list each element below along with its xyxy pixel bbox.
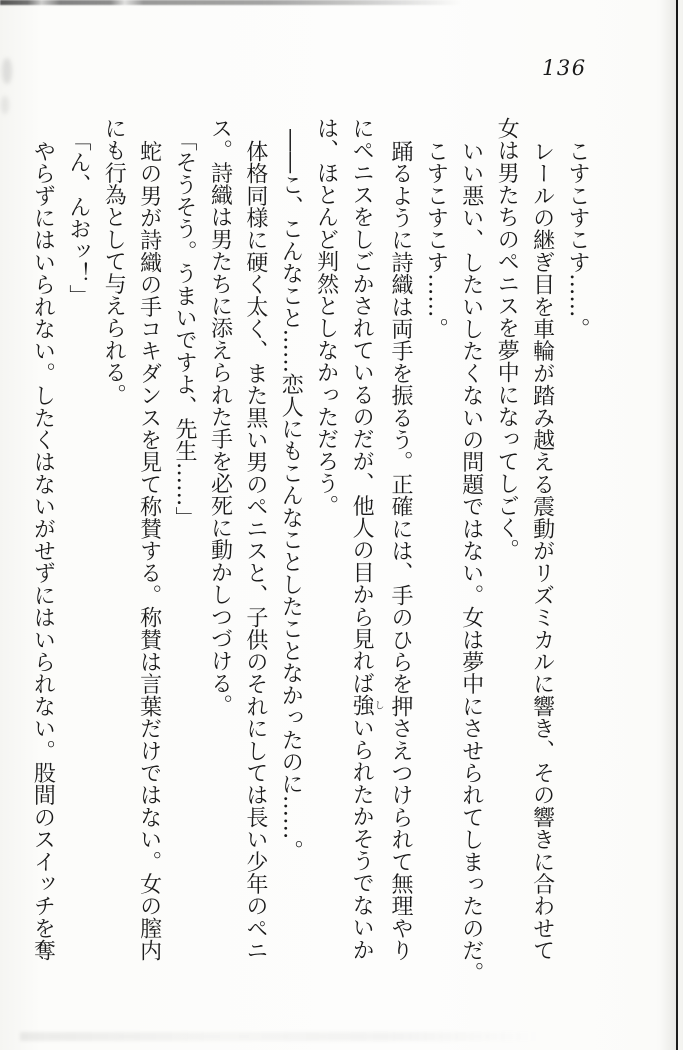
- text-column: こすこすこす……。: [423, 140, 449, 340]
- text-column: やらずにはいられない。したくはないがせずにはいられない。股間のスイッチを奪: [30, 140, 56, 962]
- text-column: にペニスをしごかされているのだが、他人の目から見れば強しいられたかそうでないか: [349, 117, 384, 961]
- text-column: 「ん、んおッ！」: [65, 129, 91, 307]
- scan-spot: [2, 58, 12, 84]
- scan-streak-bottom: [20, 1032, 540, 1041]
- page-edge-shade: [660, 0, 676, 1050]
- text-column: は、ほとんど判然としなかっただろう。: [313, 117, 339, 517]
- text-column: 「そうそう。うまいですよ、先生……」: [172, 129, 198, 529]
- text-column: にも行為として与えられる。: [101, 117, 127, 406]
- text-column: 体格同様に硬く太く、また黒い男のペニスと、子供のそれにしては長い少年のペニ: [242, 140, 268, 962]
- text-column: こすこすこす……。: [565, 140, 590, 340]
- text-column: 蛇の男が詩織の手コキダンスを見て称賛する。称賛は言葉だけではない。女の膣内: [136, 140, 162, 962]
- page-number: 136: [542, 56, 587, 80]
- text-column: 女は男たちのペニスを夢中になってしごく。: [494, 117, 520, 561]
- text-column: レールの継ぎ目を車輪が踏み越える震動がリズミカルに響き、その響きに合わせて: [529, 140, 555, 962]
- text-column: 踊るように詩織は両手を振るう。正確には、手のひらを押さえつけられて無理やり: [387, 140, 413, 962]
- text-column: いい悪い、したいしたくないの問題ではない。女は夢中にさせられてしまったのだ。: [458, 140, 484, 984]
- text-column: ス。詩織は男たちに添えられた手を必死に動かしつづける。: [207, 117, 233, 717]
- ruby-furigana: 強し: [349, 694, 384, 717]
- scan-spot: [1, 96, 9, 114]
- text-column: ――こ、こんなこと……恋人にもこんなことしたことなかったのに……。: [278, 129, 304, 862]
- scan-smudge-top: [0, 0, 462, 5]
- text-columns: [28, 117, 595, 1017]
- page-edge-line: [676, 0, 678, 1050]
